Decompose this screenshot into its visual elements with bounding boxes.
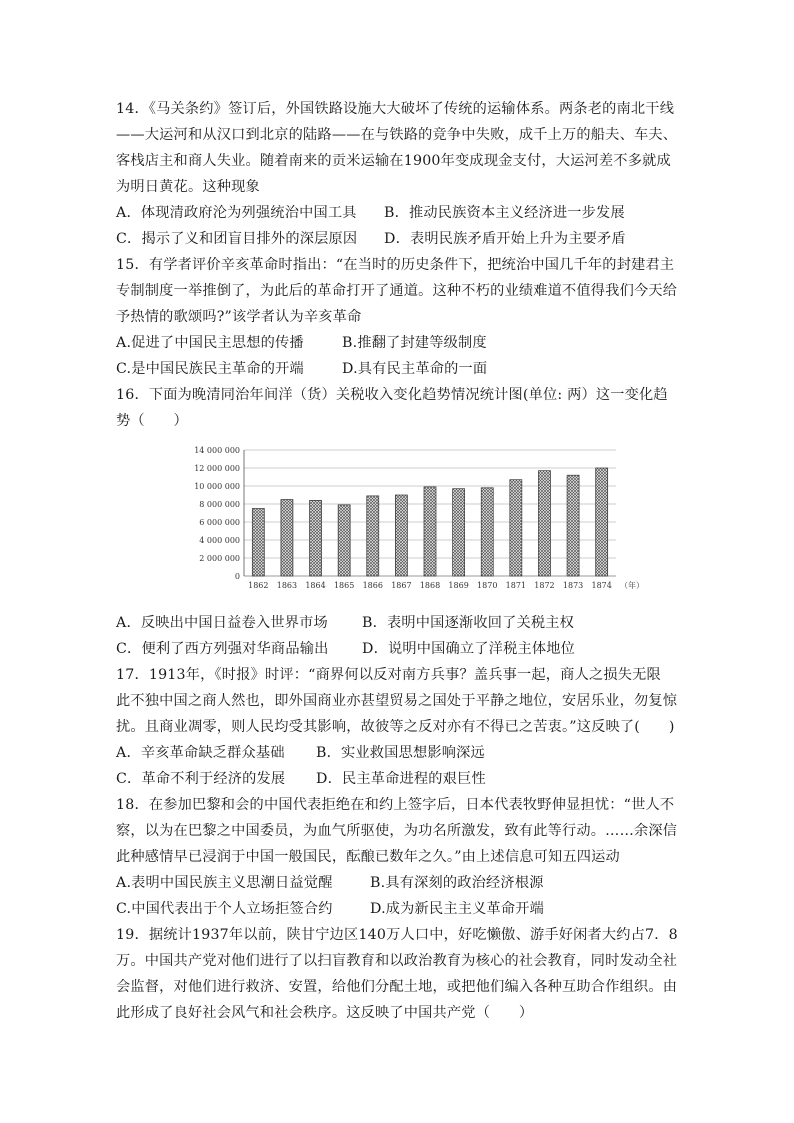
bar-1873 [567,475,579,576]
bar-1862 [252,509,264,577]
question-14-line-3: 客栈店主和商人失业。随着南来的贡米运输在1900年变成现金支付，大运河差不多就成 [116,153,671,169]
option-16-a[interactable]: A．反映出中国日益卷入世界市场 [116,615,328,631]
question-16 [116,382,688,662]
question-19-line-4: 此形成了良好社会风气和社会秩序。这反映了中国共产党（ ） [116,1005,534,1021]
y-tick-label: 4 000 000 [199,536,240,545]
x-tick-label: 1862 [248,581,269,590]
question-19-line-3: 会监督，对他们进行救济、安置，给他们分配土地，或把他们编入各种互助合作组织。由 [116,979,678,995]
x-tick-label: 1871 [505,581,527,590]
y-tick-label: 12 000 000 [194,464,240,473]
y-tick-label: 8 000 000 [199,500,240,509]
bar-1864 [310,500,322,576]
option-18-b[interactable]: B.具有深刻的政治经济根源 [370,875,544,891]
y-tick-label: 14 000 000 [194,446,240,455]
y-tick-label: 0 [234,572,240,581]
question-19 [116,922,688,1026]
x-tick-label: 1869 [448,581,469,590]
question-15 [116,252,688,382]
option-18-d[interactable]: D.成为新民主主义革命开端 [370,901,545,917]
option-17-b[interactable]: B．实业救国思想影响深远 [316,745,485,761]
option-16-b[interactable]: B．表明中国逐渐收回了关税主权 [362,615,575,631]
question-19-line-2: 万。中国共产党对他们进行了以扫盲教育和以政治教育为核心的社会教育，同时发动全社 [116,953,678,969]
chart-x-axis [248,581,612,590]
option-14-d[interactable]: D．表明民族矛盾开始上升为主要矛盾 [384,231,626,247]
bar-1863 [281,500,293,577]
question-15-line-3: 予热情的歌颂吗?”该学者认为辛亥革命 [116,309,362,325]
bar-1869 [453,489,465,576]
x-axis-unit-label: （年） [620,581,644,590]
x-tick-label: 1867 [391,581,412,590]
chart-y-axis [194,446,244,581]
option-14-c[interactable]: C．揭示了义和团盲目排外的深层原因 [116,231,358,247]
option-17-c[interactable]: C．革命不利于经济的发展 [116,771,286,787]
option-16-d[interactable]: D．说明中国确立了洋税主体地位 [362,641,576,657]
option-16-c[interactable]: C．便利了西方列强对华商品输出 [116,641,329,657]
x-tick-label: 1868 [419,581,441,590]
question-17-line-1: 17．1913年，《时报》时评：“商界何以反对南方兵事？盖兵事一起，商人之损失无限 [116,667,661,683]
question-17-line-3: 扰。且商业凋零，则人民均受其影响，故彼等之反对亦有不得已之苦衷。”这反映了( ) [116,719,675,735]
question-18-line-2: 察，以为在巴黎之中国委员，为血气所驱使，为功名所激发，致有此等行动。……余深信 [116,823,678,839]
question-14-line-4: 为明日黄花。这种现象 [116,179,260,195]
x-tick-label: 1870 [477,581,498,590]
question-18-options-row-2 [116,896,688,922]
question-14-line-1: 14．《马关条约》签订后，外国铁路设施大大破坏了传统的运输体系。两条老的南北干线 [116,101,675,117]
option-14-b[interactable]: B．推动民族资本主义经济进一步发展 [384,205,625,221]
exam-page [116,96,688,1026]
question-14 [116,96,688,252]
x-tick-label: 1864 [305,581,326,590]
option-15-a[interactable]: A.促进了中国民主思想的传播 [116,335,304,351]
x-tick-label: 1873 [562,581,584,590]
x-tick-label: 1874 [591,581,612,590]
question-18-options-row-1 [116,870,688,896]
bar-chart-svg [116,440,688,602]
question-15-options-row-1 [116,330,688,356]
customs-revenue-chart [116,440,688,602]
question-18 [116,792,688,922]
bar-1866 [367,496,379,576]
question-17-line-2: 此不独中国之商人然也，即外国商业亦甚望贸易之国处于平静之地位，安居乐业，勿复惊 [116,693,678,709]
option-17-a[interactable]: A．辛亥革命缺乏群众基础 [116,745,285,761]
bar-1867 [395,495,407,576]
option-15-c[interactable]: C.是中国民族民主革命的开端 [116,361,304,377]
option-18-c[interactable]: C.中国代表出于个人立场拒签合约 [116,901,333,917]
bar-1874 [596,468,608,576]
question-15-options-row-2 [116,356,688,382]
y-tick-label: 6 000 000 [199,518,240,527]
option-15-d[interactable]: D.具有民主革命的一面 [342,361,488,377]
question-15-line-1: 15．有学者评价辛亥革命时指出：“在当时的历史条件下，把统治中国几千年的封建君主 [116,257,675,273]
bar-1872 [538,471,550,576]
question-15-line-2: 专制制度一举推倒了，为此后的革命打开了通道。这种不朽的业绩难道不值得我们今天给 [116,283,678,299]
question-17-options-row-2 [116,766,688,792]
question-14-options-row-2 [116,226,688,252]
question-14-line-2: ——大运河和从汉口到北京的陆路——在与铁路的竞争中失败，成千上万的船夫、车夫、 [116,127,678,143]
x-tick-label: 1866 [362,581,383,590]
option-15-b[interactable]: B.推翻了封建等级制度 [342,335,487,351]
option-14-a[interactable]: A．体现清政府沦为列强统治中国工具 [116,205,357,221]
question-17-options-row-1 [116,740,688,766]
question-16-options-row-1 [116,610,688,636]
bar-1871 [510,480,522,576]
x-tick-label: 1865 [333,581,355,590]
question-16-line-1: 16．下面为晚清同治年间洋（货）关税收入变化趋势情况统计图(单位: 两）这一变化趋 [116,387,668,403]
question-16-options-row-2 [116,636,688,662]
question-16-line-2: 势（ ） [116,413,188,429]
y-tick-label: 10 000 000 [194,482,240,491]
option-18-a[interactable]: A.表明中国民族主义思潮日益觉醒 [116,875,333,891]
x-tick-label: 1872 [534,581,555,590]
question-14-options-row-1 [116,200,688,226]
question-18-line-3: 此种感情早已浸润于中国一般国民，酝酿已数年之久。”由上述信息可知五四运动 [116,849,620,865]
bar-1868 [424,487,436,576]
y-tick-label: 2 000 000 [199,554,240,563]
question-19-line-1: 19．据统计1937年以前，陕甘宁边区140万人口中，好吃懒傲、游手好闲者大约占7．8 [116,927,678,943]
option-17-d[interactable]: D．民主革命进程的艰巨性 [316,771,486,787]
question-18-line-1: 18．在参加巴黎和会的中国代表拒绝在和约上签字后，日本代表牧野伸显担忧：“世人不 [116,797,675,813]
question-17 [116,662,688,792]
x-tick-label: 1863 [276,581,298,590]
bar-1865 [338,505,350,576]
bar-1870 [481,488,493,576]
